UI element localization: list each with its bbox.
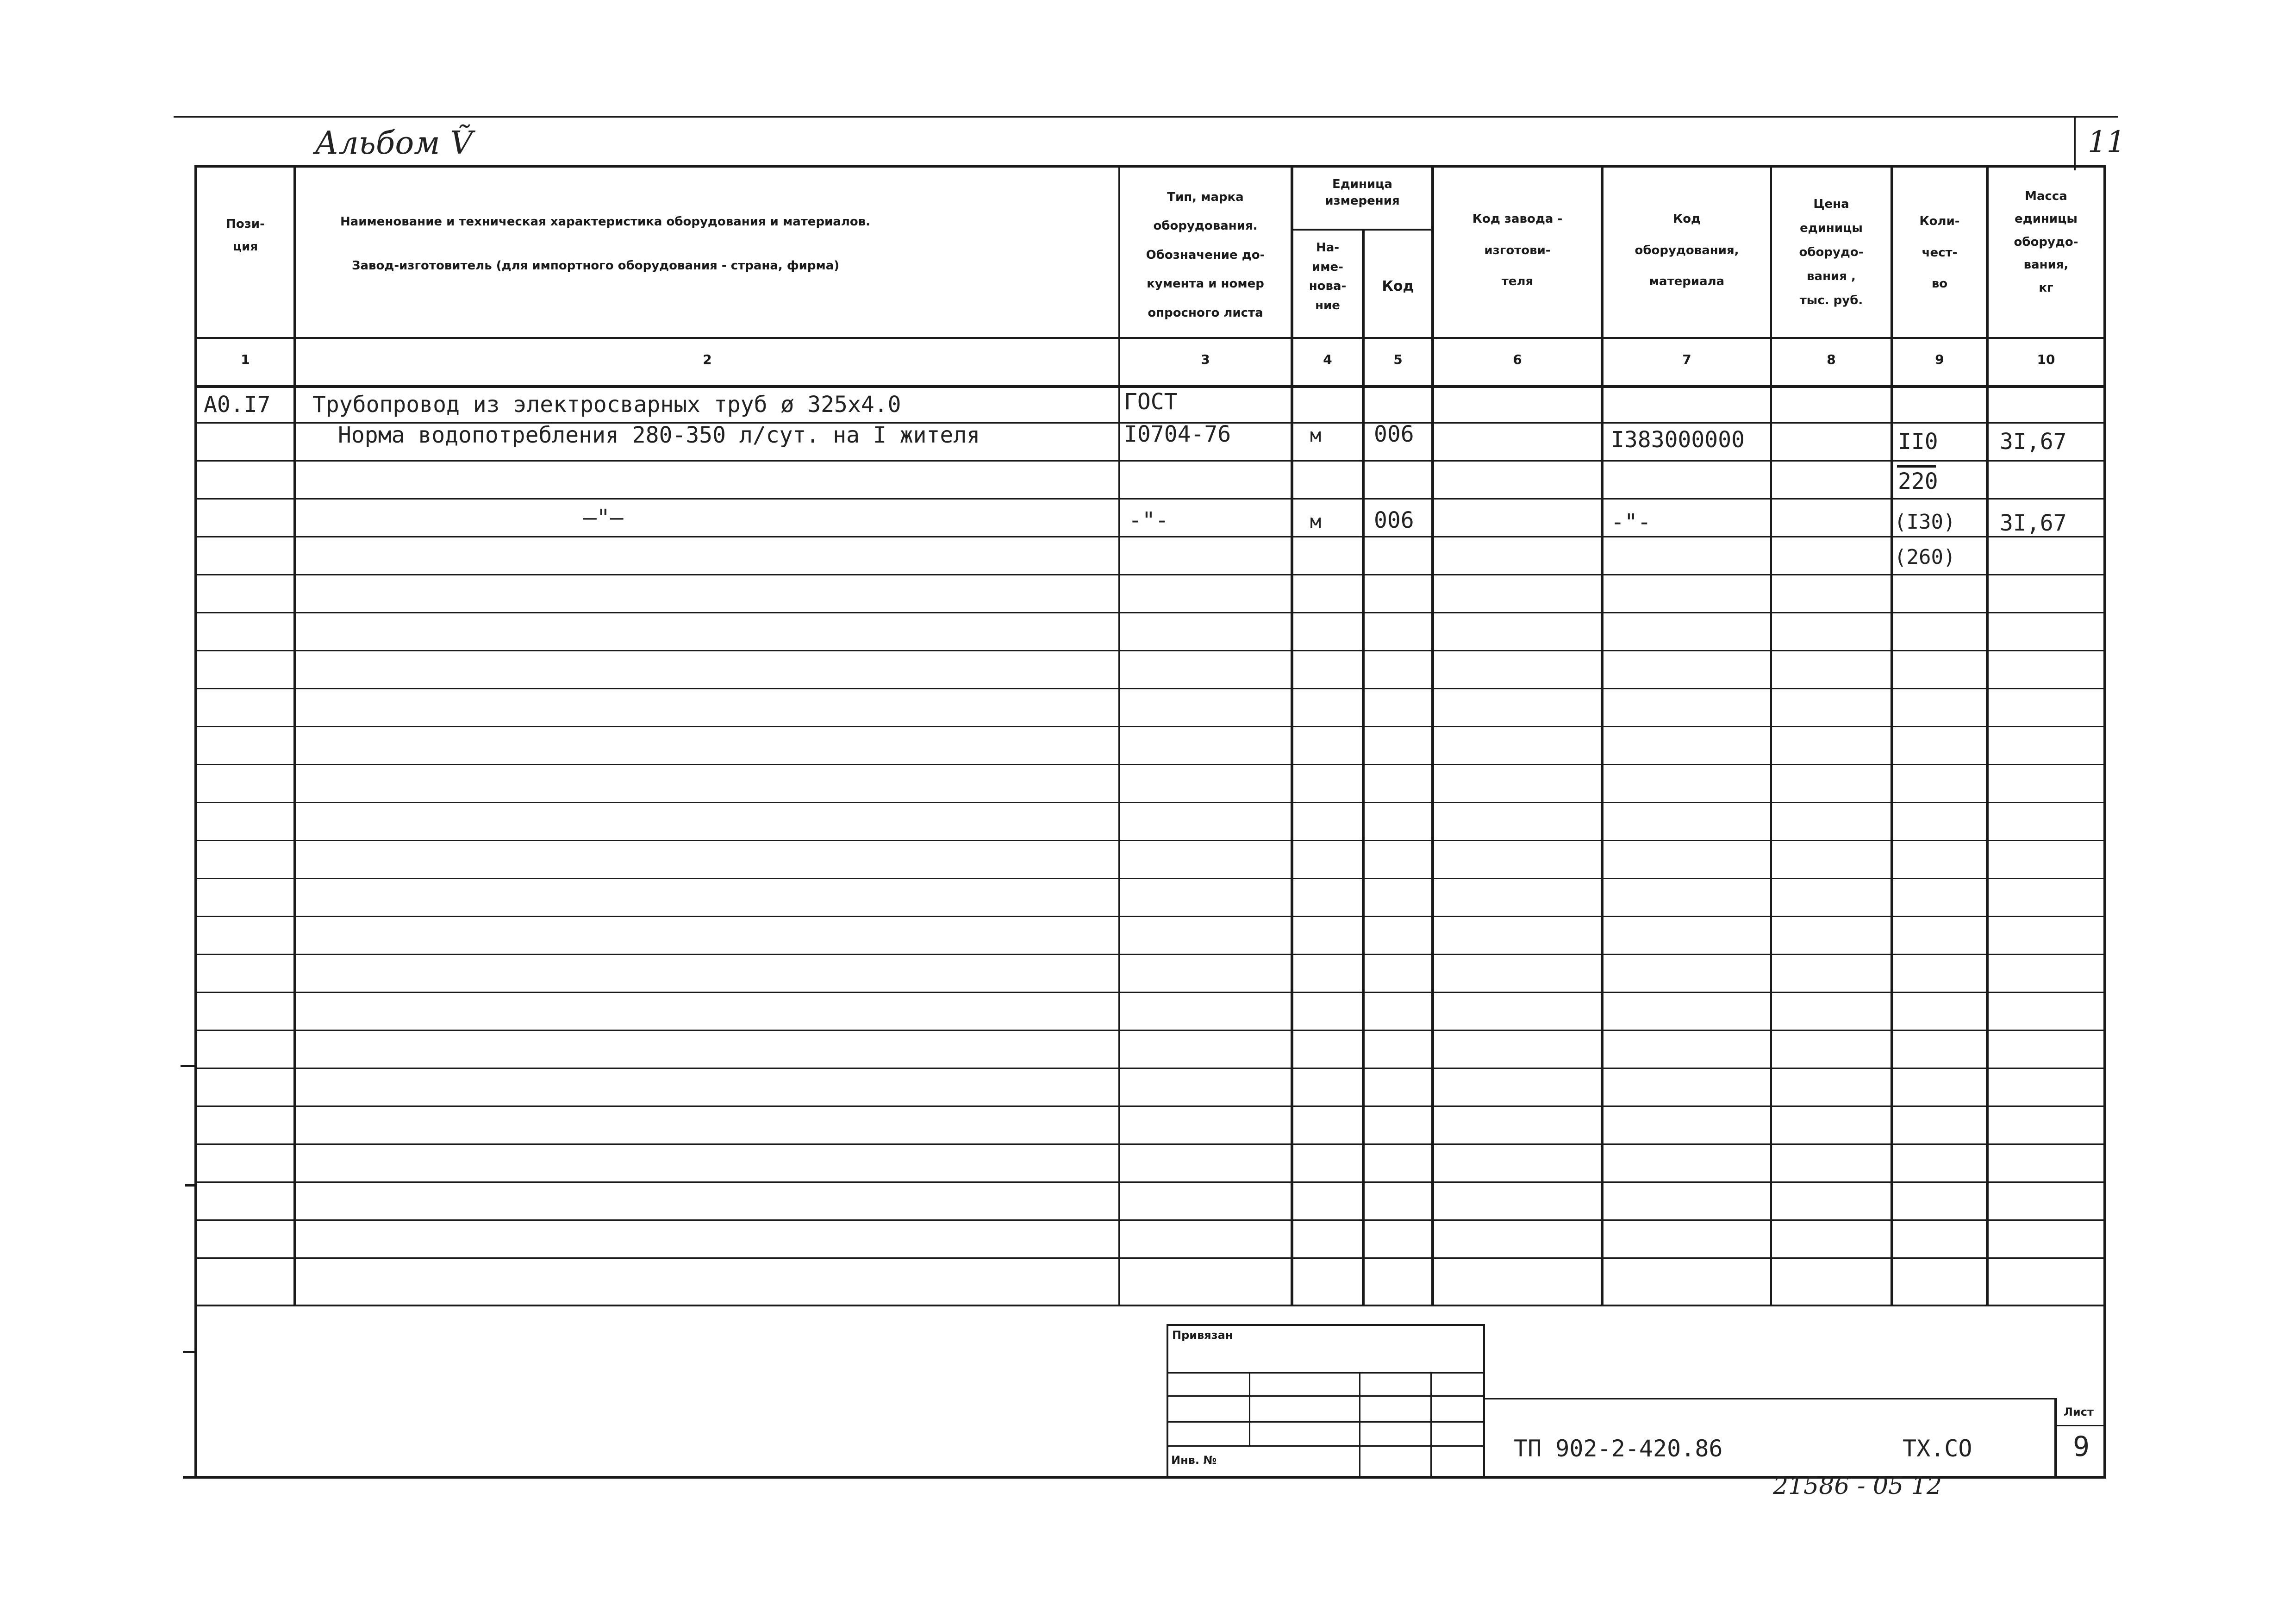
footer-handwritten-number: 21586 - 05 12	[1773, 1472, 1942, 1500]
row-quantity: (260)	[1894, 545, 1956, 569]
row-line	[194, 536, 2106, 537]
column-number: 1	[241, 352, 250, 367]
stamp-line	[1167, 1324, 1485, 1326]
stamp-line	[1167, 1324, 1168, 1477]
column-number: 3	[1201, 352, 1210, 367]
row-type: I0704-76	[1124, 421, 1231, 447]
col-line-9	[1986, 165, 1989, 1306]
album-label: Альбом Ṽ	[315, 125, 473, 162]
header-price: Цена единицы оборудо- вания , тыс. руб.	[1799, 197, 1864, 307]
row-unit: м	[1310, 511, 1322, 532]
column-number: 9	[1935, 352, 1944, 367]
row-line	[194, 460, 2106, 462]
header-unit-name: На- име- нова- ние	[1309, 241, 1347, 312]
header-mass: Масса единицы оборудо- вания, кг	[2014, 189, 2078, 295]
row-name: —"—	[583, 505, 624, 531]
row-line	[194, 688, 2106, 689]
col-line-7	[1770, 165, 1772, 1306]
row-line	[194, 498, 2106, 500]
row-unit-code: 006	[1374, 507, 1414, 533]
section-code: ТХ.СО	[1903, 1435, 1972, 1462]
unit-subheader-divider	[1291, 229, 1431, 231]
row-line	[194, 916, 2106, 917]
row-line	[194, 802, 2106, 803]
sheet-number: 9	[2073, 1430, 2090, 1463]
row-quantity: (I30)	[1894, 510, 1956, 534]
header-position: Пози- ция	[226, 217, 265, 254]
row-line	[194, 954, 2106, 955]
col-line-8	[1890, 165, 1893, 1306]
stamp-line	[1483, 1324, 1485, 1477]
header-name-line1: Наименование и техническая характеристика оборудования и материалов.	[340, 215, 871, 229]
row-quantity: II0	[1898, 429, 1938, 455]
header-divider	[194, 337, 2106, 339]
stamp-line	[1167, 1395, 1485, 1397]
row-line	[194, 574, 2106, 575]
row-unit: м	[1310, 425, 1322, 446]
stamp-line	[1167, 1421, 1485, 1423]
top-rule	[174, 116, 2118, 118]
header-quantity: Коли- чест- во	[1919, 214, 1960, 291]
header-name-line2: Завод-изготовитель (для импортного оборудования - страна, фирма)	[352, 259, 840, 273]
table-right-border	[2103, 165, 2106, 1479]
col-line-6	[1601, 165, 1603, 1306]
row-line	[194, 1106, 2106, 1107]
row-line	[194, 840, 2106, 841]
row-position: А0.I7	[204, 392, 271, 418]
row-line	[194, 992, 2106, 993]
numbers-divider	[194, 385, 2106, 388]
stamp-line	[1167, 1372, 1485, 1374]
col-line-1	[293, 165, 296, 1306]
column-number: 5	[1393, 352, 1403, 367]
stamp-line	[1249, 1372, 1250, 1445]
col-line-2	[1118, 165, 1120, 1306]
row-material-code: I383000000	[1611, 427, 1745, 453]
stamp-inventory-label: Инв. №	[1171, 1454, 1217, 1467]
header-unit-code: Код	[1382, 278, 1414, 294]
header-manufacturer-code: Код завода - изготови- теля	[1472, 212, 1563, 289]
stamp-attached-label: Привязан	[1172, 1329, 1233, 1342]
stamp-line	[1359, 1372, 1360, 1477]
header-type: Тип, марка оборудования. Обозначение до- кумента и номер опросного листа	[1146, 190, 1265, 320]
column-number: 7	[1682, 352, 1691, 367]
row-mass: 3I,67	[2000, 429, 2067, 455]
row-line	[194, 1181, 2106, 1183]
stamp-line	[1430, 1372, 1432, 1477]
margin-tick	[183, 1351, 197, 1353]
col-line-5	[1431, 165, 1434, 1306]
row-line	[194, 612, 2106, 613]
column-number: 10	[2037, 352, 2055, 367]
margin-tick	[181, 1065, 197, 1067]
page-number-handwritten: 11	[2088, 125, 2126, 159]
row-line	[194, 1030, 2106, 1031]
row-line	[194, 1068, 2106, 1069]
row-line	[194, 726, 2106, 727]
row-type: ГОСТ	[1124, 389, 1178, 415]
row-name: Норма водопотребления 280-350 л/сут. на I жителя	[338, 422, 980, 448]
sheet-label: Лист	[2064, 1405, 2094, 1418]
margin-tick	[185, 1184, 197, 1187]
col-line-3	[1291, 165, 1293, 1306]
body-bottom-line	[194, 1305, 2106, 1306]
row-name: Трубопровод из электросварных труб ø 325х4.0	[312, 392, 901, 418]
right-margin-rule	[2074, 116, 2076, 170]
row-mass: 3I,67	[2000, 510, 2067, 536]
qty-fraction-bar	[1897, 465, 1936, 468]
row-line	[194, 878, 2106, 879]
header-unit-group: Единица измерения	[1325, 177, 1400, 208]
table-top-border	[194, 165, 2106, 168]
column-number: 2	[703, 352, 712, 367]
document-code: ТП 902-2-420.86	[1514, 1435, 1723, 1462]
row-line	[194, 764, 2106, 765]
stamp-line	[1485, 1398, 2054, 1399]
column-number: 4	[1323, 352, 1332, 367]
column-number: 6	[1513, 352, 1522, 367]
stamp-line	[2054, 1398, 2057, 1479]
row-line	[194, 1143, 2106, 1145]
row-line	[194, 1219, 2106, 1221]
header-material-code: Код оборудования, материала	[1635, 212, 1739, 289]
stamp-line	[2054, 1425, 2106, 1426]
row-type: -"-	[1129, 507, 1169, 533]
row-line	[194, 1257, 2106, 1259]
stamp-line	[1167, 1445, 1485, 1447]
row-unit-code: 006	[1374, 421, 1414, 447]
row-material-code: -"-	[1611, 509, 1651, 535]
row-line	[194, 650, 2106, 651]
row-quantity: 220	[1898, 468, 1938, 494]
column-number: 8	[1827, 352, 1836, 367]
